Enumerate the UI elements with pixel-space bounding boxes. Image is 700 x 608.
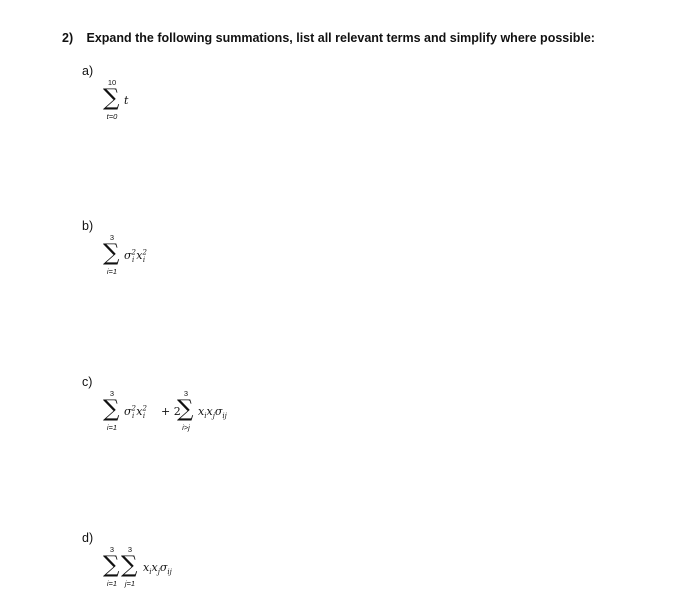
part-c-expression — [101, 389, 261, 444]
sigma-symbol: ∑ — [177, 396, 194, 422]
summation-a — [101, 78, 123, 130]
summation-upper-limit: 3 — [183, 389, 189, 398]
part-d-label: d) — [82, 531, 94, 545]
summation-c2 — [175, 389, 197, 441]
summation-upper-limit: 3 — [127, 545, 133, 554]
summation-upper-limit: 10 — [107, 78, 117, 87]
sigma-symbol: ∑ — [103, 552, 120, 578]
summation-lower-limit: t=0 — [106, 112, 118, 121]
summation-upper-limit: 3 — [109, 545, 115, 554]
summation-upper-limit: 3 — [109, 233, 115, 242]
summation-upper-limit: 3 — [109, 389, 115, 398]
sigma-symbol: ∑ — [103, 240, 120, 266]
summation-lower-limit: i=1 — [106, 423, 118, 432]
summation-lower-limit: i>j — [182, 423, 190, 432]
part-d-expression — [101, 545, 211, 600]
summation-lower-limit: j=1 — [124, 579, 136, 588]
part-a-expression — [101, 78, 161, 133]
part-b-label: b) — [82, 219, 94, 233]
plus-two-operator: + 2 — [161, 405, 181, 418]
sigma-symbol: ∑ — [103, 85, 120, 111]
sigma-symbol: ∑ — [103, 396, 120, 422]
part-c-label: c) — [82, 375, 93, 389]
summation-c1 — [101, 389, 123, 441]
sigma-symbol: ∑ — [121, 552, 138, 578]
part-a-label: a) — [82, 64, 94, 78]
part-b-expression — [101, 233, 201, 288]
summand-c1: $\sigma^2_i$ $x^2_i$ — [124, 404, 147, 421]
summation-b — [101, 233, 123, 285]
summand-c2: $x_ix_j\sigma_{ij}$ — [198, 405, 227, 421]
summand-d: $x_ix_j\sigma_{ij}$ — [143, 561, 172, 577]
summation-lower-limit: i=1 — [106, 579, 118, 588]
summation-d2 — [119, 545, 141, 597]
summation-lower-limit: i=1 — [106, 267, 118, 276]
summand-b: $\sigma^2_i$ $x^2_i$ — [124, 248, 147, 265]
summand-a: t — [124, 94, 129, 107]
question-heading — [62, 31, 595, 45]
question-number: 2) — [62, 31, 74, 45]
question-text: Expand the following summations, list all relevant terms and simplify where possible: — [86, 31, 595, 45]
